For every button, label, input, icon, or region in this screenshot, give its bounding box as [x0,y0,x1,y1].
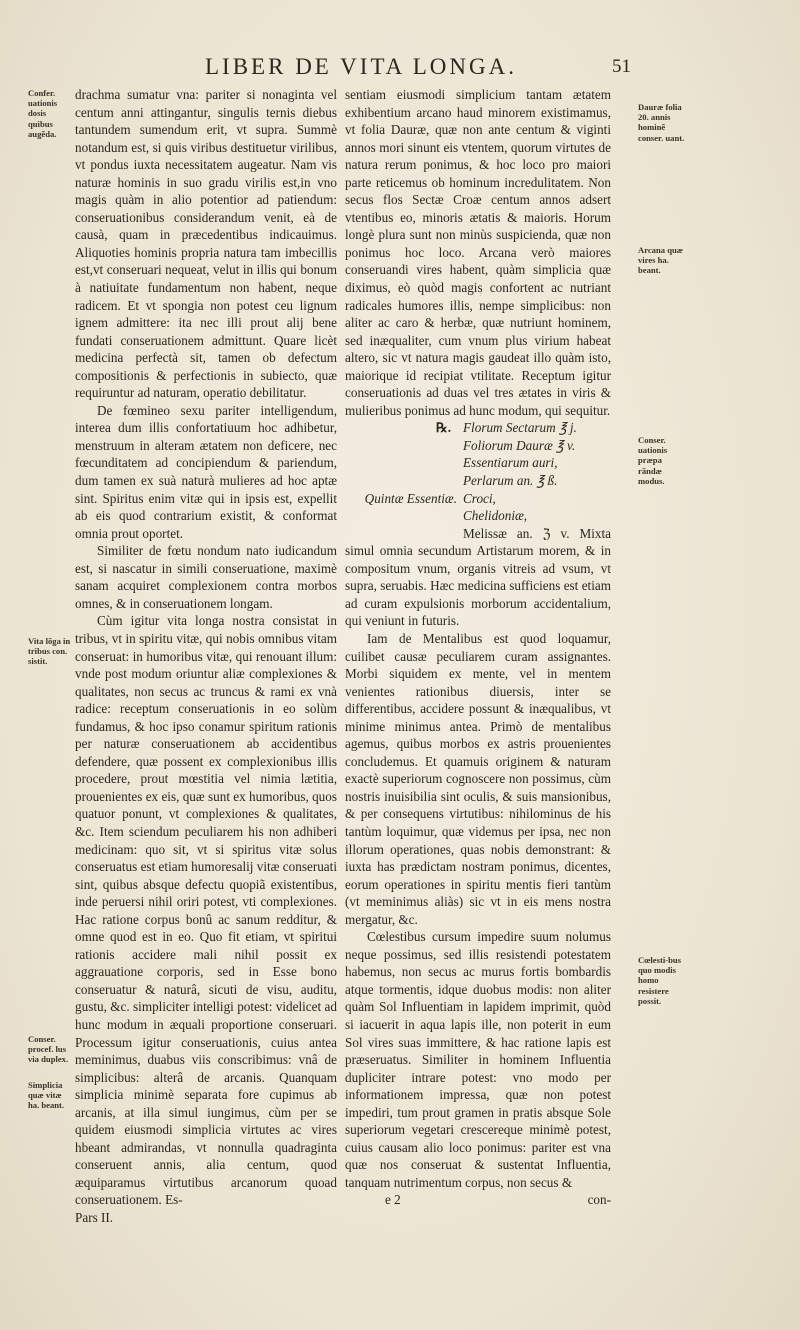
catchword: con- [587,1192,611,1208]
paragraph: drachma sumatur vna: pariter si nonaginta vel centum anni attingantur, singulis ternis diebus tantundem sumendum erit, vt supra. Summè notandum est, si quis viribus destituetur virilibus, vt pondus iuxta necessitatem augeatur. Nam vis naturæ hominis in suo gradu virilis est,in vno magis quàm in alio potentior ad patiendum: conseruationibus considerandum venit, eà de causà, quam in præcedentibus indicauimus. Aliquoties hominis propria natura tam imbecillis est,vt conseruari nequeat, velut in illis qui bonum à natiuitate fundamentum non habent, neque radicem. Et vt spongia non potest ceu lignum ignem admittere: ita nec illi prout alij bene fundati conseruationem admittunt. Quare licèt medicina perfectà sit, tamen ob defectum compositionis & perfectionis in subiecto, quæ requiruntur ad naturam, operatio debilitatur. [75,87,337,401]
recipe-ingredient: Foliorum Dauræ ℥ v. [463,437,576,453]
recipe-left-label: Quintæ Essentiæ. [364,490,457,506]
recipe-line [345,507,611,525]
margin-note: Cœlesti-bus quo modis homo resistere possit. [638,955,681,1006]
paragraph: Similiter de fœtu nondum nato iudicandum est, si nascatur in simili conseruatione, maximè sanam acquiret complexionem contra morbos omnes, & in conseruationem longam. [75,543,337,611]
margin-note: Dauræ folia 20. annis hominẽ conser. uant. [638,102,685,143]
recipe-ingredient: Croci, [463,490,496,506]
recipe-block [345,419,611,630]
recipe-line [345,472,611,490]
paragraph: sentiam eiusmodi simplicium tantam ætatem exhibentium arcano haud minorem existimamus, vt folia Dauræ, quæ non ante centum & viginti annos mori sinunt eis vtentem, quorum virtutes de natura rerum ponimus, & hoc loco pro maiori parte reticemus ob hominum incredulitatem. Non secus flos Sectæ Croæ centum annos adsert vtentibus eo, minoris ætatis & maioris. Horum longè plura sunt non minùs suspicienda, quæ non ponimus hoc loco. Arcana verò maiores conseruandi vires habent, quàm simplicia quæ diximus, eò quòd magis confortent ac nutriant radicales humores illis, nempe simplicibus: non aliter ac caro & herbæ, quæ nutriunt hominem, sed inæqualiter, cum vnum plus virium habeat altero, sic vt natura magis gaudeat illo quàm isto, maiorique id recipiat vtilitate. Receptum igitur conseruationis ad duas vel tres ætates in viris & mulieribus ponimus ad hunc modum, qui sequitur. [345,87,611,418]
paragraph: Cœlestibus cursum impedire suum nolumus neque possimus, sed illis resistendi potestatem habemus, non secus ac murus fortis bombardis atque tormentis, idque duobus modis: non aliter quàm Sol Influentiam in lapidem imprimit, quòd si iacuerit in aqua lapis ille, non poterit in eum Sol vires suas immittere, & hac ratione lapis est præseruatus. Similiter in hominem Influentia dupliciter intrare potest: vno modo per informationem impressa, quæ non potest impediri, tum prout gramen in pratis absque Sole superiorum vegetari crescereque minimè potest, cuius causam alio loco ponimus: pariter est vna quæ nos conseruat & sustentat Influentia, tanquam nutrimentum corpus, non secus & [345,929,611,1190]
recipe-ingredient: Florum Sectarum ℥ j. [463,420,577,436]
page-header [0,54,800,84]
recipe-line [345,490,611,508]
margin-note: Conser. procef. lus via duplex. [28,1034,69,1065]
paragraph: Cùm igitur vita longa nostra consistat in tribus, vt in spiritu vitæ, qui nobis omnibus vitam conseruat: in humoribus vitæ, qui renouant illum: vnde post modum oriuntur aliæ complexiones & qualitates, non secus ac truncus & rami ex vnà radice: receptum conseruationis in eo solùm fundamus, & hoc ipso conamur spiritum rationis per naturæ conseruationem ab accidentibus defendere, quæ possent ex complexionibus illis procedere, prout mœstitia vel nimia lætitia, prouenientes ex eis, quæ sunt ex humoribus, quos quatuor ponunt, vt complexiones & qualitates, &c. Item sciendum peculiarem his non adhiberi medicinam: quo sit, vt si spiritus vitæ solus conseruatus est etiam humoresalij vitæ conseruati sint, quibus absque defectu quopiã existentibus, inde peruersi nihil oriri potest, vti complexiones. Hac ratione corpus bonû ac sanum redditur, & omne quod est in eo. Quo fit etiam, vt spiritui rationis accidere mali nihil possit ex aggrauatione corporis, sed in Esse bono conseruatur & naturâ, sicuti de visu, auditu, gustu, &c. simpliciter intelligi potest: videlicet ad hunc modum in æquali proportione conseruari. Processum igitur conseruationis, cuius antea meminimus, duabus viis conscribimus: vnâ de simplicibus: alterâ de arcanis. Quanquam simplicia minimè separata fore cupimus ab arcanis, at illa simul iungimus, cùm per se quidem eiusmodi simplicia virtutes ac vires hbeant admirandas, vt nonnulla quadraginta conseruent annis, alia centum, quod æquiparamus virtutibus arcanorum quoad conseruationem. Es- [75,613,337,1208]
part-catchline: Pars II. [75,1210,114,1225]
recipe-line [345,419,611,437]
margin-note: Conser. uationis præpa rãndæ modus. [638,435,668,486]
recipe-ingredient: Perlarum an. ℥ ß. [463,473,558,489]
margin-note: Confer. uationis dosis quibus augẽda. [28,88,58,139]
margin-note: Simplicia quæ vitæ ha. beant. [28,1080,65,1111]
recipe-ingredient: Essentiarum auri, [463,455,558,471]
recipe-line [345,454,611,472]
catchline-row [75,1209,337,1227]
catchline-row [345,1191,611,1209]
paragraph: De fœmineo sexu pariter intelligendum, interea dum illis confortatiuum hoc adhibetur, menstruum in alteram ætatem non deficere, nec fœcunditatem ad concipiendum & pariendum, dum tamen ex suà naturà mulieres ad hoc aptæ sint. Spiritus enim vitæ qui in ipsis est, expellit ab eis quod contrarium existit, & conformat omnia prout oportet. [75,402,337,541]
margin-note: Vita lõga in tribus con. sistit. [28,636,71,667]
recipe-ingredient: Chelidoniæ, [463,508,528,524]
margin-note: Arcana quæ vires ha. beant. [638,245,683,276]
left-column [75,86,337,1227]
signature-mark: e 2 [385,1192,401,1208]
running-title: LIBER DE VITA LONGA. [205,54,517,79]
paragraph: Iam de Mentalibus est quod loquamur, cuilibet causæ peculiarem curam assignantes. Morbi siquidem ex mente, vel in mentem venientes rationibus diuersis, inter se differentibus, accidere possunt & inæqualibus, vt minime minimus antea. Primò de mentalibus agemus, quibus morbos ex astris prouenientes concludemus. Et quamuis originem & naturam exactè superiorum cognoscere non possimus, cùm nostris inuisibilia sint oculis, & suis mansionibus, & per consequens virtutibus: nihilominus de his tantùm loquimur, quæ videmus per ipsa, nec non illorum operationes, quas nobis demonstrant: & iuxta has prædictam nostram ponimus, dicentes, eorum operationes in spiritu mentis fieri tantùm (vt meminimus aliàs) sic vt in eis mens nostra mergatur, &c. [345,630,611,927]
recipe-closing: Melissæ an. ℨ v. Mixta simul omnia secundum Artistarum morem, & in compositum vnum, organis vitreis ad vsum, vt supra, seruabis. Hæc medicina sufficiens est etiam ad curam expulsionis morborum accidentalium, qui veniunt in futuris. [345,525,611,629]
page-number: 51 [612,56,631,77]
recipe-line [345,437,611,455]
recipe-symbol: ℞. [435,420,451,436]
right-column [345,86,611,1209]
